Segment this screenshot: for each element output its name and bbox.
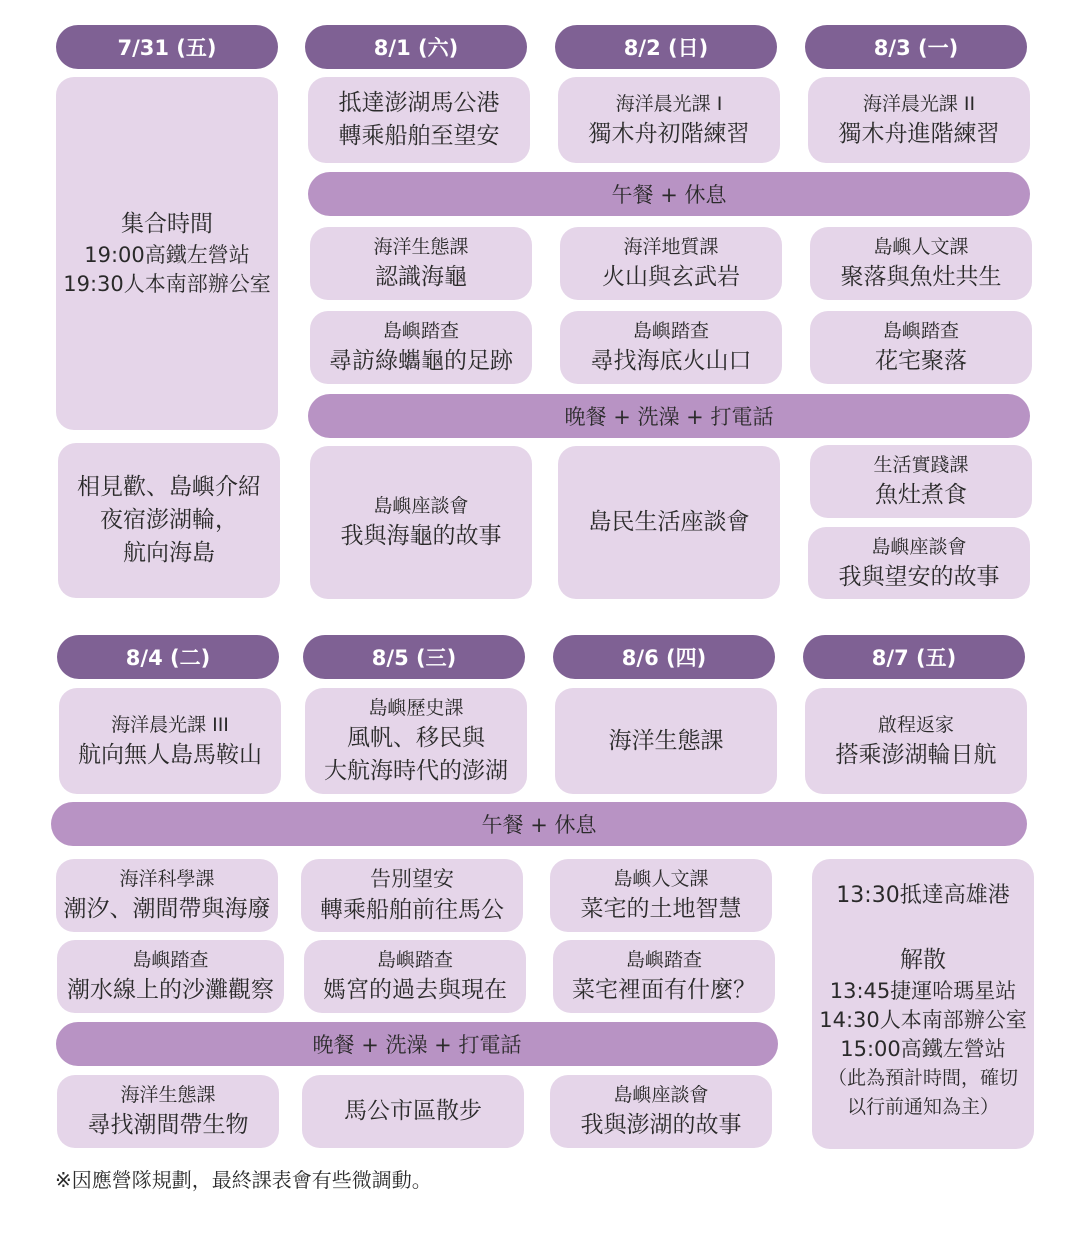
- afternoon2-cell-0801: [310, 311, 532, 384]
- course-category: 海洋晨光課 III: [111, 713, 229, 736]
- course-title: 搭乘澎湖輪日航: [835, 741, 997, 768]
- course-title-line-1: 風帆、移民與: [347, 725, 485, 751]
- afternoon2-cell-0806: [553, 940, 775, 1013]
- evening-cell-0804: [57, 1075, 279, 1148]
- course-category: 島嶼踏查: [625, 949, 702, 971]
- course-title: 花宅聚落: [875, 348, 967, 374]
- day-header-0805: 8/5 (三): [303, 635, 525, 679]
- evening-cell-0801: [310, 446, 532, 599]
- course-category: 島嶼踏查: [376, 949, 453, 971]
- course-title: 潮水線上的沙灘觀察: [67, 977, 274, 1003]
- day-header-0803: 8/3 (一): [805, 25, 1027, 69]
- day-header-0801: 8/1 (六): [305, 25, 527, 69]
- course-title: 潮汐、潮間帶與海廢: [63, 896, 271, 922]
- dismiss-time-1: 13:45捷運哈瑪星站: [829, 979, 1017, 1003]
- course-category: 海洋晨光課 II: [862, 92, 976, 115]
- course-title: 轉乘船舶前往馬公: [320, 896, 504, 923]
- morning-line-1: 抵達澎湖馬公港: [338, 90, 500, 116]
- course-title: 獨木舟進階練習: [838, 120, 1000, 147]
- arrive-time: 13:30抵達高雄港: [836, 883, 1010, 908]
- dinner-bar-week2: 晚餐 + 洗澡 + 打電話: [56, 1022, 778, 1066]
- course-title: 尋訪綠蠵龜的足跡: [329, 348, 513, 374]
- morning-line-2: 轉乘船舶至望安: [338, 123, 500, 149]
- gather-title: 集合時間: [121, 211, 213, 237]
- morning-cell-0802: [558, 77, 780, 163]
- morning-cell-0801: [308, 77, 530, 163]
- afternoon1-cell-0804: [56, 859, 278, 932]
- course-category: 啟程返家: [877, 713, 954, 736]
- course-title: 魚灶煮食: [875, 482, 967, 508]
- welcome-line-1: 相見歡、島嶼介紹: [77, 474, 261, 500]
- day-header-0731: 7/31 (五): [56, 25, 278, 69]
- morning-cell-0805: [305, 688, 527, 794]
- afternoon1-cell-0801: [310, 227, 532, 300]
- course-title: 聚落與魚灶共生: [840, 264, 1002, 290]
- morning-cell-0803: [808, 77, 1030, 163]
- afternoon1-cell-0803: [810, 227, 1032, 300]
- course-title: 尋找潮間帶生物: [87, 1112, 249, 1138]
- course-category: 島嶼人文課: [873, 236, 969, 258]
- dismiss-note-1: （此為預計時間，確切: [827, 1067, 1018, 1089]
- evening-cell-0802: [558, 446, 780, 599]
- day-header-0802: 8/2 (日): [555, 25, 777, 69]
- course-title: 尋找海底火山口: [590, 348, 752, 374]
- course-category: 島嶼踏查: [132, 949, 209, 971]
- course-category: 島嶼歷史課: [368, 697, 464, 719]
- course-title: 我與澎湖的故事: [580, 1112, 742, 1138]
- evening-cell-0805: [302, 1075, 524, 1148]
- course-category: 海洋生態課: [120, 1084, 216, 1106]
- dismiss-note-2: 以行前通知為主）: [846, 1096, 999, 1118]
- course-category: 島嶼人文課: [613, 868, 709, 890]
- course-title: 我與海龜的故事: [340, 523, 502, 549]
- evening-cell-0806: [550, 1075, 772, 1148]
- evening-cell-0803-b: [808, 527, 1030, 599]
- afternoon2-cell-0805: [304, 940, 526, 1013]
- course-category: 島嶼座談會: [613, 1084, 709, 1106]
- afternoon2-cell-0802: [560, 311, 782, 384]
- course-category: 海洋晨光課 I: [615, 92, 723, 115]
- course-category: 告別望安: [370, 866, 454, 891]
- course-title-line-2: 大航海時代的澎湖: [324, 758, 508, 784]
- day-header-0807: 8/7 (五): [803, 635, 1025, 679]
- final-day-cell: [812, 859, 1034, 1149]
- course-title: 媽宮的過去與現在: [323, 977, 507, 1003]
- dismiss-time-2: 14:30人本南部辦公室: [819, 1008, 1027, 1032]
- footnote: ※因應營隊規劃，最終課表會有些微調動。: [55, 1168, 432, 1192]
- lunch-bar-week1: 午餐 + 休息: [308, 172, 1030, 216]
- course-title: 島民生活座談會: [588, 509, 750, 535]
- course-title: 火山與玄武岩: [602, 264, 740, 290]
- day-header-0806: 8/6 (四): [553, 635, 775, 679]
- course-title: 海洋生態課: [608, 727, 724, 754]
- welcome-line-3: 航向海島: [123, 540, 215, 566]
- morning-cell-0804: [59, 688, 281, 794]
- course-title: 我與望安的故事: [838, 563, 1000, 590]
- gather-line-1: 19:00高鐵左營站: [84, 243, 250, 267]
- dinner-bar-week1: 晚餐 + 洗澡 + 打電話: [308, 394, 1030, 438]
- afternoon1-cell-0806: [550, 859, 772, 932]
- afternoon2-cell-0803: [810, 311, 1032, 384]
- course-category: 島嶼座談會: [373, 495, 469, 517]
- course-title: 獨木舟初階練習: [588, 120, 750, 147]
- dismiss-time-3: 15:00高鐵左營站: [840, 1037, 1006, 1061]
- course-title: 馬公市區散步: [344, 1098, 482, 1124]
- course-category: 島嶼踏查: [632, 320, 709, 342]
- gather-line-2: 19:30人本南部辦公室: [63, 272, 271, 296]
- evening-cell-0803-a: [810, 445, 1032, 518]
- course-category: 海洋科學課: [119, 868, 215, 890]
- welcome-line-2: 夜宿澎湖輪，: [100, 507, 238, 533]
- day-header-0804: 8/4 (二): [57, 635, 279, 679]
- course-category: 生活實踐課: [873, 454, 969, 476]
- lunch-bar-week2: 午餐 + 休息: [51, 802, 1027, 846]
- morning-cell-0806: [555, 688, 777, 794]
- dismiss-label: 解散: [900, 947, 946, 973]
- course-title: 認識海龜: [375, 264, 467, 290]
- course-category: 島嶼踏查: [882, 320, 959, 342]
- course-category: 海洋生態課: [373, 236, 469, 258]
- course-category: 島嶼座談會: [871, 535, 967, 558]
- gather-time-cell: [56, 77, 278, 430]
- afternoon1-cell-0802: [560, 227, 782, 300]
- afternoon2-cell-0804: [57, 940, 284, 1013]
- course-category: 島嶼踏查: [382, 320, 459, 342]
- welcome-cell: [58, 443, 280, 598]
- afternoon1-cell-0805: [301, 859, 523, 932]
- course-category: 海洋地質課: [623, 236, 719, 258]
- morning-cell-0807: [805, 688, 1027, 794]
- course-title: 菜宅的土地智慧: [580, 896, 742, 922]
- course-title: 菜宅裡面有什麼？: [572, 977, 756, 1003]
- course-title: 航向無人島馬鞍山: [78, 741, 262, 768]
